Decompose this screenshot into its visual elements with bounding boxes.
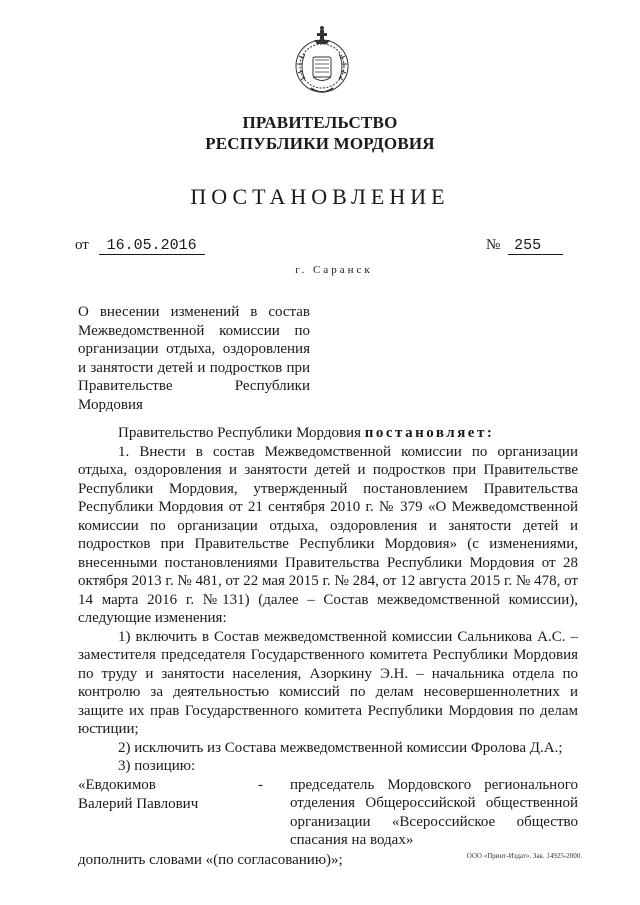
number-field	[486, 237, 563, 254]
subitem-3-paragraph: 3) позицию:	[118, 758, 196, 774]
document-body	[78, 424, 578, 869]
member-name-line1: «Евдокимов	[78, 776, 156, 793]
subject-line: Правительстве Республики	[78, 378, 310, 394]
org-name-line1: ПРАВИТЕЛЬСТВО	[242, 113, 398, 132]
intro-paragraph	[78, 424, 578, 443]
member-dash: -	[258, 776, 263, 793]
item-1-paragraph: 1. Внести в состав Межведомственной комиссии по организации отдыха, оздоровления и занятости детей и подростков при Правительстве Республики Мордовия, утвержденный постановлением Правительства Республики Мордовия от 21 сентября 2010 г. № 379 «О Межведомственной комиссии по организации отдыха, оздоровления и занятости детей и подростков при Правительстве Республики Мордовия» (с изменениями, внесенными постановлениями Правительства Республики Мордовия от 28 октября 2013 г. № 481, от 22 мая 2015 г. № 284, от 12 августа 2015 г. № 478, от 14 марта 2016 г. №131) (далее – Состав межведомственной комиссии), следующие изменения:	[78, 443, 578, 626]
city-label: г. Саранск	[295, 264, 373, 276]
position-line: спасания на водах»	[290, 832, 414, 848]
intro-text: Правительство Республики Мордовия	[118, 425, 365, 441]
position-line: отделения Общероссийской общественной	[290, 795, 578, 811]
subject-line: и занятости детей и подростков при	[78, 359, 310, 376]
date-field	[75, 237, 205, 254]
position-line: председатель Мордовского регионального	[290, 776, 578, 793]
number-value: 255	[508, 237, 563, 255]
member-position	[290, 776, 578, 850]
document-type-title: ПОСТАНОВЛЕНИЕ	[190, 184, 450, 209]
date-value: 16.05.2016	[99, 237, 205, 255]
subitem-2-paragraph: 2) исключить из Состава межведомственной комиссии Фролова Д.А.;	[118, 739, 563, 756]
subject-block	[78, 303, 310, 414]
member-name-line2: Валерий Павлович	[78, 795, 199, 812]
subject-line: О внесении изменений в состав	[78, 304, 310, 320]
number-prefix: №	[486, 237, 501, 253]
member-entry	[78, 776, 578, 852]
addition-paragraph: дополнить словами «(по согласованию)»;	[78, 851, 343, 868]
decree-verb: постановляет:	[364, 425, 495, 441]
coat-of-arms-emblem	[291, 24, 353, 106]
subject-line: Межведомственной комиссии по	[78, 322, 310, 339]
printer-imprint: ООО «Принт-Издат». Зак. 14925-2000.	[466, 852, 582, 860]
subject-line: организации отдыха, оздоровления	[78, 341, 310, 357]
position-line: организации «Всероссийское общество	[290, 813, 578, 830]
date-prefix: от	[75, 237, 89, 253]
subject-line: Мордовия	[78, 396, 143, 413]
org-name-line2: РЕСПУБЛИКИ МОРДОВИЯ	[205, 134, 435, 153]
subitem-1-paragraph: 1) включить в Состав межведомственной комиссии Сальникова А.С. – заместителя председателя Государственного комитета Республики Мордовия по труду и занятости населения, Азоркину Э.Н. – начальника отдела по контролю за деятельностью комиссий по делам несовершеннолетних и защите их прав Государственного комитета Республики Мордовия по делам юстиции;	[78, 628, 578, 737]
